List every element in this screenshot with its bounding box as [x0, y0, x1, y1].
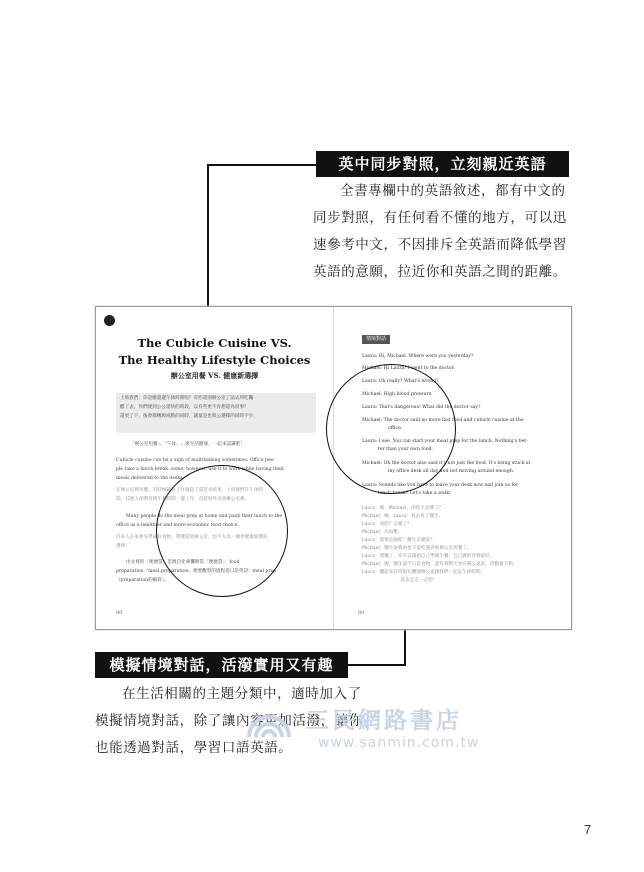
dialogue-zh-line: Laura：真的？怎麼了？: [362, 522, 412, 527]
watermark-store-name: 三民網路書店: [306, 707, 462, 734]
highlight-circle-left: [156, 465, 288, 597]
note2-line: preparation／meal preparation，便要觀察的過程從口語英語：meal prep: [116, 569, 277, 574]
article-title-line1: The Cubicle Cuisine VS.: [137, 336, 292, 350]
callout-bottom-heading: 模擬情境對話，活潑實用又有趣: [95, 652, 348, 678]
dialogue-zh-line: Michael：醫生說我再也不能吃速食和辦公室用餐了。: [362, 546, 472, 551]
watermark-url: www.sanmin.com.tw: [318, 735, 480, 751]
article-subtitle: 辦公室用餐 VS. 健康新選擇: [170, 371, 259, 380]
connector-line-bottom-horizontal: [348, 664, 406, 666]
chapter-icon: [104, 315, 115, 326]
note2-line: 中文裡的「便便當」是源自化專攤餅當「便便當」：food: [126, 560, 240, 565]
dialogue-zh-line: Michael：嗨，Laura！我去看了醫生。: [362, 514, 444, 519]
intro-line: 醋了去，你們使到公公還快的時段，以有些更不肯想還為同事？: [120, 405, 249, 410]
para2-line: office as a healthier and more economic food choice.: [116, 523, 239, 528]
para1-line: Cubicle cuisine can be a sign of multitasking sometimes. Office peo-: [116, 458, 275, 463]
page-fold: [333, 307, 334, 629]
dialogue-zh-line: Laura：我懂了，你可以開始自己準備午餐，自己做的食物最好。: [362, 554, 495, 559]
callout-top-heading: 英中同步對照，立刻親近英語: [316, 151, 569, 177]
para2-zh-line: 許多人在家裡先準備好食物，帶便當到辦公室，也不失為一個更健康經濟的: [116, 535, 268, 540]
callout-top-line: 全書專欄中的英語敘述，都有中文的: [340, 183, 566, 199]
dialogue-line: Laura: Hi, Michael. Where were you yesterday?: [362, 354, 474, 359]
callout-bottom-line: 模擬情境對話，除了讓內容更加活潑，讓你: [95, 713, 363, 729]
connector-line-top-horizontal: [207, 164, 317, 166]
para1-zh-line: 間，其他人卻利用時午餐時間一邊工作，直接叫外送到辦公室裡。: [116, 497, 250, 502]
right-page-number: 80: [358, 610, 365, 616]
intro-line: 還更了下，後會都轉與或動的同時，讓量是也與公選擇的同時不少，: [120, 414, 258, 419]
dialogue-zh-line: Michael：高血壓。: [362, 530, 403, 535]
dialogue-line: ter than your own food.: [378, 447, 433, 452]
intro-line: 上班族們，你是麼還邊午休時間呢？有些還別辦公室了前去所吃饞: [120, 396, 254, 401]
article-title-line2: The Healthy Lifestyle Choices: [118, 353, 311, 367]
callout-top-line: 速參考中文，不因排斥全英語而降低學習: [313, 237, 567, 253]
dialogue-line: Laura: That's dangerous! What did the doctor say?: [362, 405, 481, 410]
dialogue-line: Laura: Sounds like you have to leave your desk now and join us for: [362, 483, 519, 488]
callout-top-line: 同步對照，有任何看不懂的地方，可以迅: [313, 210, 567, 226]
dialogue-zh-line: Laura：嗨，Michael，你昨天去哪了？: [362, 506, 444, 511]
dialogue-badge: 情境對話: [362, 335, 390, 344]
para2-zh-line: 選擇！: [116, 544, 130, 549]
callout-top-body: [313, 178, 567, 286]
dialogue-zh-line: Laura：聽起來你得現在離開辦公桌跟我們一起去午休時間，: [362, 570, 486, 575]
dialogue-line: lunch break? Let's take a walk!: [378, 491, 451, 496]
dialogue-zh-line: 一起去走走一走吧！: [396, 578, 438, 583]
note2-line: （preparation的縮寫）。: [116, 578, 169, 583]
callout-bottom-line: 也能透過對話，學習口語英語。: [95, 740, 293, 756]
dialogue-line: Michael: The doctor said no more fast food and cubicle cuisine at the: [362, 418, 524, 423]
page-number: 7: [584, 822, 592, 837]
para1-line: ple take a lunch break, some, however, use it to work while having their: [116, 467, 285, 472]
dialogue-line: Michael: High blood pressure.: [362, 392, 433, 397]
dialogue-zh-line: Michael：喔，醫生說不只是食物，還有我整天坐在辦公桌前，活動量不夠。: [362, 562, 518, 567]
dialogue-line: my office desk all day and not moving around enough.: [388, 469, 515, 474]
dialogue-line: Laura: I see. You can start your meal prep for the lunch. Nothing's bet-: [362, 439, 528, 444]
book-spread: [95, 306, 572, 630]
dialogue-line: office.: [388, 426, 403, 431]
left-page-number: 80: [116, 610, 123, 616]
note-line: 「辦公室用餐」、「午休」…與生活健康，一起來認識吧！: [130, 442, 245, 447]
callout-bottom-line: 在生活相關的主題分類中，適時加入了: [122, 686, 362, 702]
dialogue-line: Laura: Oh really? What's wrong?: [362, 379, 439, 384]
callout-top-line: 英語的意願，拉近你和英語之間的距離。: [313, 264, 567, 280]
para1-zh-line: 在辦公室裡用餐，有時候就員工作量超了還是多結果。上班族們在午休時: [116, 488, 264, 493]
dialogue-line: Michael: Hi Laura! I went to the doctor.: [362, 366, 455, 371]
para1-line: meals delivered to the desks.: [116, 476, 185, 481]
para2-line: Many people do the meal prep at home and pack their lunch to the: [126, 514, 283, 519]
dialogue-zh-line: Laura：那很危險耶！醫生怎麼說？: [362, 538, 435, 543]
highlight-circle-right: [326, 364, 456, 494]
sanmin-logo-watermark: [246, 705, 292, 739]
dialogue-line: Michael: Oh the doctor also said it's not just the food. It's being stuck at: [362, 461, 531, 466]
